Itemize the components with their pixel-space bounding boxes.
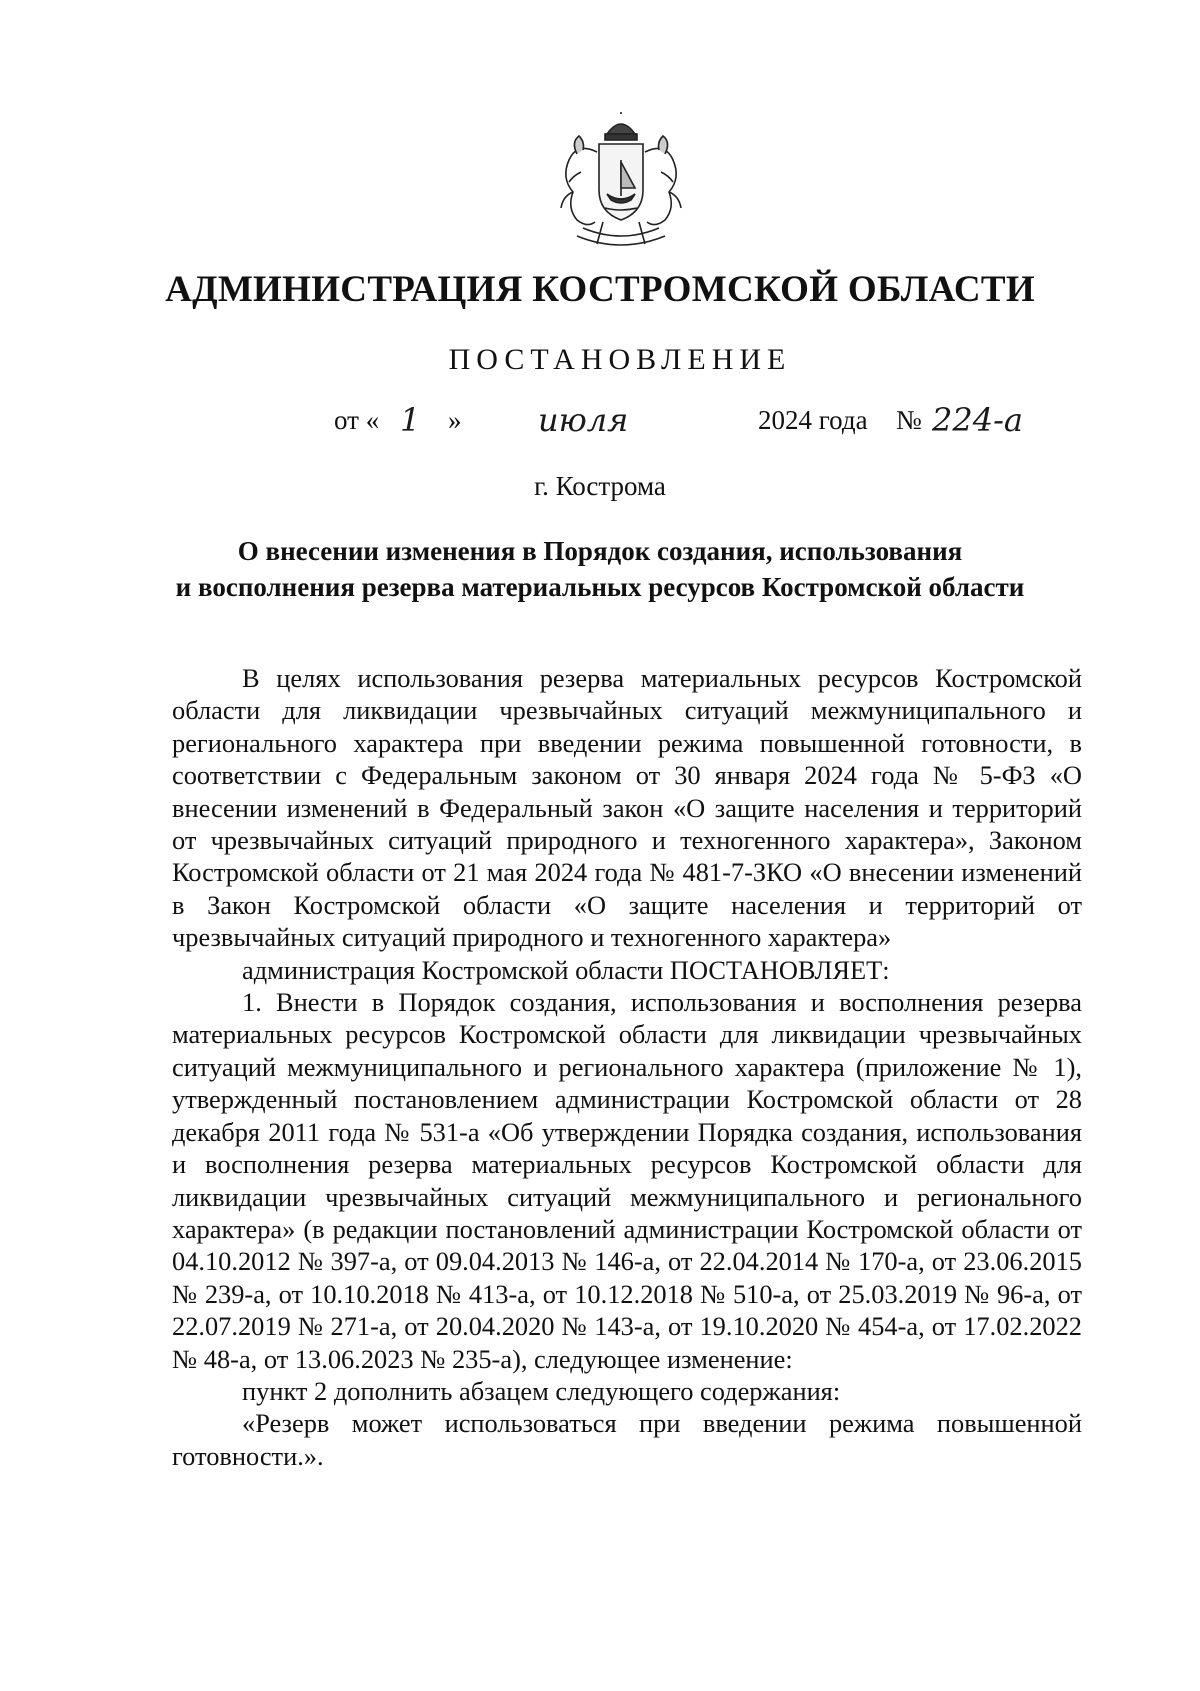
date-day-close: »: [448, 405, 462, 435]
subject-line-1: О внесении изменения в Порядок создания, использования: [237, 536, 963, 566]
document-body: [172, 662, 1082, 1472]
paragraph-amendment: пункт 2 дополнить абзацем следующего содержания:: [242, 1375, 841, 1406]
organization-title: АДМИНИСТРАЦИЯ КОСТРОМСКОЙ ОБЛАСТИ: [165, 269, 1035, 310]
date-year: 2024 года: [758, 405, 868, 435]
date-prefix: от «: [334, 405, 380, 435]
number-sign: №: [896, 405, 922, 435]
date-line: [0, 401, 1200, 445]
document-type: ПОСТАНОВЛЕНИЕ: [448, 343, 792, 376]
city: г. Кострома: [534, 471, 666, 501]
date-month: июля: [538, 401, 629, 439]
subject-line-2: и восполнения резерва материальных ресурсов Костромской области: [175, 572, 1025, 602]
document-number: 224-а: [932, 401, 1023, 439]
paragraph-quote: «Резерв может использоваться при введении режима повышенной готовности.».: [172, 1408, 1082, 1471]
document-subject: [150, 533, 1050, 605]
date-day: 1: [400, 401, 421, 439]
kostroma-coat-of-arms-icon: [547, 112, 695, 260]
paragraph-resolves: администрация Костромской области ПОСТАНОВЛЯЕТ:: [242, 954, 890, 985]
paragraph-preamble: В целях использования резерва материальных ресурсов Костромской области для ликвидации чрезвычайных ситуаций межмуниципального и регионального характера при введении режима повышенной готовности, в соответствии с Федеральным законом от 30 января 2024 года № 5-ФЗ «О внесении изменений в Федеральный закон «О защите населения и территорий от чрезвычайных ситуаций природного и техногенного характера», Законом Костромской области от 21 мая 2024 года № 481-7-ЗКО «О внесении изменений в Закон Костромской области «О защите населения и территорий от чрезвычайных ситуаций природного и техногенного характера»: [172, 663, 1082, 953]
paragraph-item-1: 1. Внести в Порядок создания, использования и восполнения резерва материальных ресурсов Костромской области для ликвидации чрезвычайных ситуаций межмуниципального и регионального характера (приложение № 1), утвержденный постановлением администрации Костромской области от 28 декабря 2011 года № 531-а «Об утверждении Порядка создания, использования и восполнения резерва материальных ресурсов Костромской области для ликвидации чрезвычайных ситуаций межмуниципального и регионального характера» (в редакции постановлений администрации Костромской области от 04.10.2012 № 397-а, от 09.04.2013 № 146-а, от 22.04.2014 № 170-а, от 23.06.2015 № 239-а, от 10.10.2018 № 413-а, от 10.12.2018 № 510-а, от 25.03.2019 № 96-а, от 22.07.2019 № 271-а, от 20.04.2020 № 143-а, от 19.10.2020 № 454-а, от 17.02.2022 № 48-а, от 13.06.2023 № 235-а), следующее изменение:: [172, 987, 1082, 1374]
